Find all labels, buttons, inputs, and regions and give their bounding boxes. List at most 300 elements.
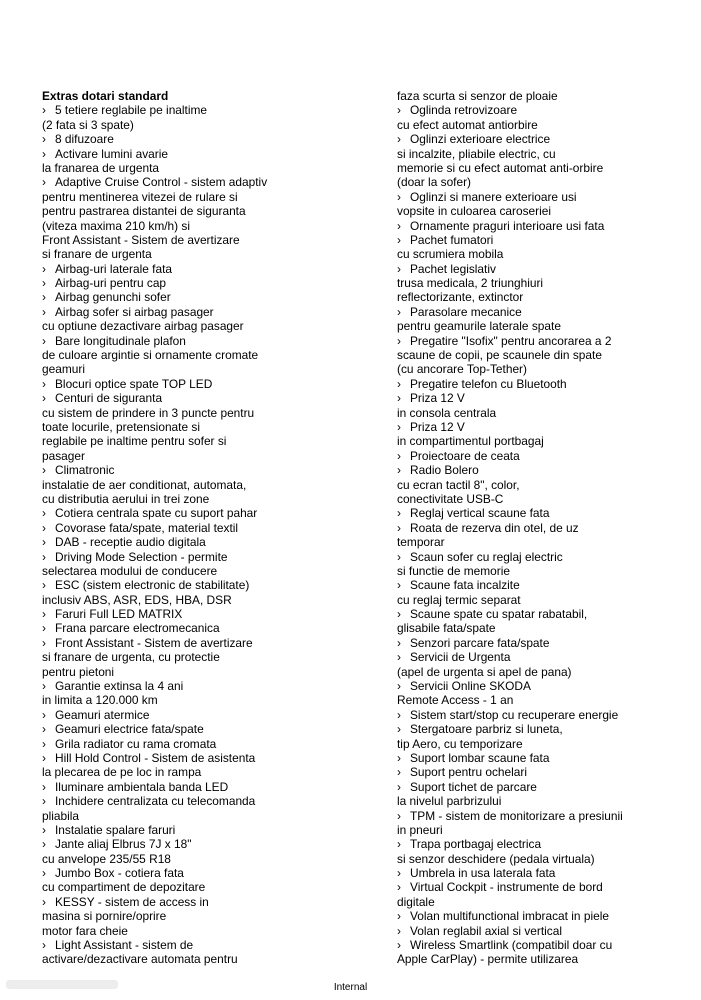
right-column — [397, 89, 667, 967]
feature-item-continuation — [42, 190, 362, 204]
feature-item — [397, 809, 667, 823]
feature-text: cu ecran tactil 8", color, — [397, 477, 520, 492]
feature-item-continuation — [397, 737, 667, 751]
feature-item-continuation — [397, 564, 667, 578]
chevron-right-icon: › — [397, 938, 401, 953]
feature-item-continuation — [397, 89, 667, 103]
feature-text: Servicii Online SKODA — [410, 679, 531, 694]
feature-item — [42, 535, 362, 549]
chevron-right-icon: › — [42, 103, 46, 118]
feature-text: Wireless Smartlink (compatibil doar cu — [410, 938, 613, 953]
feature-item-continuation — [397, 319, 667, 333]
feature-item-continuation — [42, 809, 362, 823]
feature-text: Airbag-uri laterale fata — [55, 261, 172, 276]
feature-text: si franare de urgenta — [42, 247, 152, 262]
feature-item-continuation — [397, 823, 667, 837]
feature-text: inclusiv ABS, ASR, EDS, HBA, DSR — [42, 592, 232, 607]
feature-item-continuation — [397, 175, 667, 189]
chevron-right-icon: › — [42, 837, 46, 852]
feature-item — [42, 837, 362, 851]
chevron-right-icon: › — [42, 679, 46, 694]
feature-text: Reglaj vertical scaune fata — [410, 506, 550, 521]
chevron-right-icon: › — [42, 822, 46, 837]
feature-item — [42, 290, 362, 304]
chevron-right-icon: › — [42, 391, 46, 406]
feature-text: pentru mentinerea vitezei de rulare si — [42, 189, 238, 204]
feature-item — [397, 866, 667, 880]
feature-item — [42, 463, 362, 477]
chevron-right-icon: › — [397, 448, 401, 463]
feature-item-continuation — [397, 794, 667, 808]
feature-text: Virtual Cockpit - instrumente de bord — [410, 880, 603, 895]
feature-item-continuation — [397, 478, 667, 492]
feature-text: Airbag-uri pentru cap — [55, 276, 167, 291]
feature-text: Volan reglabil axial si vertical — [410, 923, 563, 938]
chevron-right-icon: › — [42, 750, 46, 765]
feature-item-continuation — [42, 219, 362, 233]
feature-item — [42, 305, 362, 319]
feature-item — [397, 103, 667, 117]
chevron-right-icon: › — [42, 463, 46, 478]
feature-text: Frana parcare electromecanica — [55, 621, 220, 636]
chevron-right-icon: › — [42, 175, 46, 190]
feature-item-continuation — [397, 434, 667, 448]
feature-text: Hill Hold Control - Sistem de asistenta — [55, 750, 256, 765]
feature-text: in pneuri — [397, 822, 443, 837]
feature-text: pliabila — [42, 808, 80, 823]
right-feature-list — [397, 89, 667, 967]
chevron-right-icon: › — [42, 276, 46, 291]
feature-text: toate locurile, pretensionate si — [42, 419, 200, 434]
feature-item — [42, 147, 362, 161]
footer-label: Internal — [333, 982, 368, 993]
feature-text: masina si pornire/oprire — [42, 909, 167, 924]
feature-text: cu distributia aerului in trei zone — [42, 491, 210, 506]
chevron-right-icon: › — [397, 419, 401, 434]
feature-text: Blocuri optice spate TOP LED — [55, 376, 213, 391]
feature-item-continuation — [397, 952, 667, 966]
feature-item-continuation — [397, 147, 667, 161]
feature-item — [397, 679, 667, 693]
feature-item — [42, 737, 362, 751]
chevron-right-icon: › — [42, 506, 46, 521]
chevron-right-icon: › — [397, 232, 401, 247]
chevron-right-icon: › — [397, 635, 401, 650]
feature-item-continuation — [397, 492, 667, 506]
feature-text: Jumbo Box - cotiera fata — [55, 866, 184, 881]
feature-text: cu sistem de prindere in 3 puncte pentru — [42, 405, 255, 420]
feature-item-continuation — [397, 621, 667, 635]
feature-text: trusa medicala, 2 triunghiuri — [397, 276, 544, 291]
chevron-right-icon: › — [397, 765, 401, 780]
feature-item-continuation — [42, 478, 362, 492]
feature-text: la franarea de urgenta — [42, 160, 160, 175]
feature-text: Suport tichet de parcare — [410, 779, 537, 794]
feature-item — [42, 506, 362, 520]
chevron-right-icon: › — [42, 635, 46, 650]
feature-text: 8 difuzoare — [55, 132, 114, 147]
feature-item — [42, 708, 362, 722]
feature-text: de culoare argintie si ornamente cromate — [42, 348, 259, 363]
feature-text: vopsite in culoarea caroseriei — [397, 204, 551, 219]
chevron-right-icon: › — [397, 650, 401, 665]
feature-item-continuation — [42, 118, 362, 132]
feature-item — [42, 938, 362, 952]
feature-item — [42, 377, 362, 391]
feature-item — [397, 607, 667, 621]
feature-item-continuation — [42, 434, 362, 448]
feature-text: Airbag genunchi sofer — [55, 290, 171, 305]
feature-item — [42, 103, 362, 117]
feature-text: Pachet fumatori — [410, 232, 494, 247]
feature-item — [397, 880, 667, 894]
feature-text: si franare de urgenta, cu protectie — [42, 650, 220, 665]
chevron-right-icon: › — [42, 304, 46, 319]
feature-item — [397, 262, 667, 276]
feature-text: activare/dezactivare automata pentru — [42, 952, 238, 967]
feature-text: Remote Access - 1 an — [397, 693, 514, 708]
feature-item-continuation — [42, 880, 362, 894]
chevron-right-icon: › — [42, 607, 46, 622]
feature-item — [397, 924, 667, 938]
feature-item-continuation — [397, 852, 667, 866]
feature-text: cu anvelope 235/55 R18 — [42, 851, 171, 866]
feature-item-continuation — [42, 765, 362, 779]
feature-text: Jante aliaj Elbrus 7J x 18" — [55, 837, 192, 852]
feature-text: in consola centrala — [397, 405, 497, 420]
feature-item-continuation — [397, 118, 667, 132]
feature-item — [42, 866, 362, 880]
feature-text: (doar la sofer) — [397, 175, 472, 190]
feature-text: si senzor deschidere (pedala virtuala) — [397, 851, 595, 866]
feature-item-continuation — [42, 233, 362, 247]
feature-item-continuation — [42, 319, 362, 333]
chevron-right-icon: › — [42, 894, 46, 909]
feature-text: Climatronic — [55, 463, 115, 478]
feature-item — [397, 578, 667, 592]
feature-item — [397, 334, 667, 348]
chevron-right-icon: › — [42, 376, 46, 391]
feature-item-continuation — [42, 593, 362, 607]
feature-text: Suport lombar scaune fata — [410, 750, 550, 765]
chevron-right-icon: › — [42, 866, 46, 881]
feature-text: Pachet legislativ — [410, 261, 496, 276]
feature-text: pentru geamurile laterale spate — [397, 319, 561, 334]
feature-item — [397, 837, 667, 851]
chevron-right-icon: › — [42, 261, 46, 276]
chevron-right-icon: › — [397, 304, 401, 319]
chevron-right-icon: › — [42, 520, 46, 535]
feature-item-continuation — [397, 593, 667, 607]
chevron-right-icon: › — [397, 722, 401, 737]
chevron-right-icon: › — [42, 132, 46, 147]
feature-item — [42, 276, 362, 290]
feature-item-continuation — [42, 924, 362, 938]
feature-item — [42, 391, 362, 405]
chevron-right-icon: › — [397, 506, 401, 521]
feature-text: Senzori parcare fata/spate — [410, 635, 550, 650]
feature-item — [397, 449, 667, 463]
feature-item-continuation — [397, 348, 667, 362]
feature-text: reflectorizante, extinctor — [397, 290, 524, 305]
feature-text: Radio Bolero — [410, 463, 479, 478]
chevron-right-icon: › — [397, 808, 401, 823]
feature-item-continuation — [397, 247, 667, 261]
feature-text: pentru pastrarea distantei de siguranta — [42, 204, 246, 219]
feature-item-continuation — [397, 895, 667, 909]
feature-text: Faruri Full LED MATRIX — [55, 607, 183, 622]
chevron-right-icon: › — [397, 607, 401, 622]
feature-text: Light Assistant - sistem de — [55, 938, 194, 953]
feature-item — [397, 636, 667, 650]
chevron-right-icon: › — [42, 549, 46, 564]
feature-text: Activare lumini avarie — [55, 146, 169, 161]
feature-item-continuation — [397, 204, 667, 218]
chevron-right-icon: › — [42, 535, 46, 550]
feature-text: reglabile pe inaltime pentru sofer si — [42, 434, 227, 449]
feature-text: scaune de copii, pe scaunele din spate — [397, 348, 602, 363]
feature-item — [42, 132, 362, 146]
feature-item — [397, 751, 667, 765]
feature-text: memorie si cu efect automat anti-orbire — [397, 160, 604, 175]
feature-text: Pregatire "Isofix" pentru ancorarea a 2 — [410, 333, 612, 348]
feature-text: cu scrumiera mobila — [397, 247, 504, 262]
feature-item — [397, 550, 667, 564]
feature-text: tip Aero, cu temporizare — [397, 736, 523, 751]
chevron-right-icon: › — [42, 736, 46, 751]
feature-item — [397, 708, 667, 722]
feature-text: instalatie de aer conditionat, automata, — [42, 477, 247, 492]
feature-item-continuation — [42, 406, 362, 420]
feature-text: cu efect automat antiorbire — [397, 117, 538, 132]
chevron-right-icon: › — [42, 722, 46, 737]
chevron-right-icon: › — [397, 218, 401, 233]
feature-item-continuation — [42, 348, 362, 362]
feature-text: Oglinda retrovizoare — [410, 103, 518, 118]
chevron-right-icon: › — [42, 707, 46, 722]
feature-item — [42, 262, 362, 276]
feature-text: Cotiera centrala spate cu suport pahar — [55, 506, 258, 521]
feature-item-continuation — [42, 161, 362, 175]
feature-item-continuation — [397, 406, 667, 420]
feature-item-continuation — [397, 276, 667, 290]
feature-text: KESSY - sistem de access in — [55, 894, 209, 909]
feature-text: si incalzite, pliabile electric, cu — [397, 146, 556, 161]
feature-text: Sistem start/stop cu recuperare energie — [410, 707, 619, 722]
watermark-logo — [4, 974, 124, 994]
feature-item — [397, 233, 667, 247]
chevron-right-icon: › — [42, 938, 46, 953]
feature-item-continuation — [42, 247, 362, 261]
chevron-right-icon: › — [397, 779, 401, 794]
feature-text: Proiectoare de ceata — [410, 448, 520, 463]
chevron-right-icon: › — [42, 333, 46, 348]
feature-item — [42, 175, 362, 189]
feature-item-continuation — [42, 362, 362, 376]
feature-text: la nivelul parbrizului — [397, 794, 502, 809]
feature-text: Covorase fata/spate, material textil — [55, 520, 239, 535]
chevron-right-icon: › — [397, 578, 401, 593]
feature-text: Apple CarPlay) - permite utilizarea — [397, 952, 579, 967]
feature-text: pasager — [42, 448, 85, 463]
feature-text: pentru pietoni — [42, 664, 115, 679]
feature-item — [42, 794, 362, 808]
feature-text: 5 tetiere reglabile pe inaltime — [55, 103, 208, 118]
feature-item — [397, 132, 667, 146]
feature-item — [397, 938, 667, 952]
feature-text: temporar — [397, 535, 445, 550]
feature-text: motor fara cheie — [42, 923, 128, 938]
feature-item — [42, 636, 362, 650]
feature-item — [42, 621, 362, 635]
feature-text: (cu ancorare Top-Tether) — [397, 362, 527, 377]
feature-text: Front Assistant - Sistem de avertizare — [55, 635, 253, 650]
feature-item-continuation — [397, 693, 667, 707]
feature-text: Stergatoare parbriz si luneta, — [410, 722, 563, 737]
feature-item — [397, 506, 667, 520]
feature-text: selectarea modului de conducere — [42, 563, 218, 578]
feature-item — [42, 521, 362, 535]
feature-item — [397, 722, 667, 736]
feature-text: (apel de urgenta si apel de pana) — [397, 664, 572, 679]
feature-text: Priza 12 V — [410, 419, 465, 434]
section-heading: Extras dotari standard — [42, 89, 169, 103]
chevron-right-icon: › — [397, 866, 401, 881]
feature-text: Garantie extinsa la 4 ani — [55, 679, 184, 694]
chevron-right-icon: › — [397, 679, 401, 694]
feature-text: Volan multifunctional imbracat in piele — [410, 909, 609, 924]
feature-text: Instalatie spalare faruri — [55, 822, 176, 837]
feature-text: cu optiune dezactivare airbag pasager — [42, 319, 244, 334]
feature-item-continuation — [42, 952, 362, 966]
feature-text: Ornamente praguri interioare usi fata — [410, 218, 605, 233]
feature-item-continuation — [42, 492, 362, 506]
feature-item — [397, 377, 667, 391]
feature-item — [42, 895, 362, 909]
chevron-right-icon: › — [42, 290, 46, 305]
chevron-right-icon: › — [397, 923, 401, 938]
feature-item — [397, 909, 667, 923]
feature-text: cu reglaj termic separat — [397, 592, 521, 607]
chevron-right-icon: › — [397, 520, 401, 535]
feature-item-continuation — [397, 665, 667, 679]
feature-text: Scaun sofer cu reglaj electric — [410, 549, 563, 564]
feature-text: conectivitate USB-C — [397, 491, 504, 506]
chevron-right-icon: › — [42, 779, 46, 794]
feature-item-continuation — [42, 449, 362, 463]
left-feature-list — [42, 103, 362, 966]
feature-text: Scaune spate cu spatar rabatabil, — [410, 607, 588, 622]
chevron-right-icon: › — [397, 391, 401, 406]
feature-item — [42, 722, 362, 736]
feature-item — [397, 780, 667, 794]
feature-item — [397, 190, 667, 204]
feature-text: Trapa portbagaj electrica — [410, 837, 542, 852]
feature-item — [397, 650, 667, 664]
feature-text: Priza 12 V — [410, 391, 465, 406]
feature-item — [397, 305, 667, 319]
chevron-right-icon: › — [42, 146, 46, 161]
chevron-right-icon: › — [397, 837, 401, 852]
feature-text: Bare longitudinale plafon — [55, 333, 186, 348]
chevron-right-icon: › — [397, 261, 401, 276]
feature-text: Adaptive Cruise Control - sistem adaptiv — [55, 175, 268, 190]
feature-item-continuation — [42, 852, 362, 866]
feature-item-continuation — [397, 290, 667, 304]
feature-text: Suport pentru ochelari — [410, 765, 527, 780]
feature-item-continuation — [397, 161, 667, 175]
feature-item-continuation — [42, 650, 362, 664]
feature-text: glisabile fata/spate — [397, 621, 496, 636]
chevron-right-icon: › — [42, 794, 46, 809]
chevron-right-icon: › — [397, 549, 401, 564]
feature-item — [42, 823, 362, 837]
feature-text: (2 fata si 3 spate) — [42, 117, 134, 132]
chevron-right-icon: › — [397, 750, 401, 765]
chevron-right-icon: › — [42, 578, 46, 593]
feature-text: in compartimentul portbagaj — [397, 434, 544, 449]
feature-text: Iluminare ambientala banda LED — [55, 779, 229, 794]
feature-item — [397, 219, 667, 233]
feature-text: Driving Mode Selection - permite — [55, 549, 228, 564]
feature-item-continuation — [42, 564, 362, 578]
feature-text: Roata de rezerva din otel, de uz — [410, 520, 579, 535]
chevron-right-icon: › — [397, 132, 401, 147]
feature-item — [42, 607, 362, 621]
feature-text: Centuri de siguranta — [55, 391, 163, 406]
feature-text: Grila radiator cu rama cromata — [55, 736, 217, 751]
feature-text: Oglinzi si manere exterioare usi — [410, 189, 577, 204]
feature-item — [397, 521, 667, 535]
feature-text: si functie de memorie — [397, 563, 511, 578]
feature-text: digitale — [397, 894, 435, 909]
feature-item-continuation — [42, 204, 362, 218]
feature-text: Parasolare mecanice — [410, 304, 522, 319]
feature-item — [397, 765, 667, 779]
feature-text: Pregatire telefon cu Bluetooth — [410, 376, 567, 391]
left-column — [42, 89, 362, 967]
feature-item-continuation — [42, 420, 362, 434]
feature-item — [42, 550, 362, 564]
feature-item — [397, 463, 667, 477]
chevron-right-icon: › — [397, 103, 401, 118]
chevron-right-icon: › — [42, 621, 46, 636]
chevron-right-icon: › — [397, 909, 401, 924]
feature-text: Scaune fata incalzite — [410, 578, 520, 593]
feature-text: faza scurta si senzor de ploaie — [397, 89, 558, 103]
chevron-right-icon: › — [397, 463, 401, 478]
feature-item-continuation — [42, 909, 362, 923]
feature-text: in limita a 120.000 km — [42, 693, 158, 708]
feature-item-continuation — [42, 693, 362, 707]
chevron-right-icon: › — [397, 880, 401, 895]
feature-text: geamuri — [42, 362, 85, 377]
feature-item — [42, 679, 362, 693]
feature-text: Geamuri electrice fata/spate — [55, 722, 204, 737]
chevron-right-icon: › — [397, 189, 401, 204]
feature-text: Servicii de Urgenta — [410, 650, 511, 665]
feature-text: ESC (sistem electronic de stabilitate) — [55, 578, 250, 593]
feature-text: Front Assistant - Sistem de avertizare — [42, 232, 240, 247]
feature-text: DAB - receptie audio digitala — [55, 535, 206, 550]
feature-item — [42, 578, 362, 592]
feature-text: (viteza maxima 210 km/h) si — [42, 218, 191, 233]
feature-text: Airbag sofer si airbag pasager — [55, 304, 214, 319]
feature-item — [42, 751, 362, 765]
feature-item-continuation — [397, 535, 667, 549]
feature-item-continuation — [42, 665, 362, 679]
chevron-right-icon: › — [397, 376, 401, 391]
